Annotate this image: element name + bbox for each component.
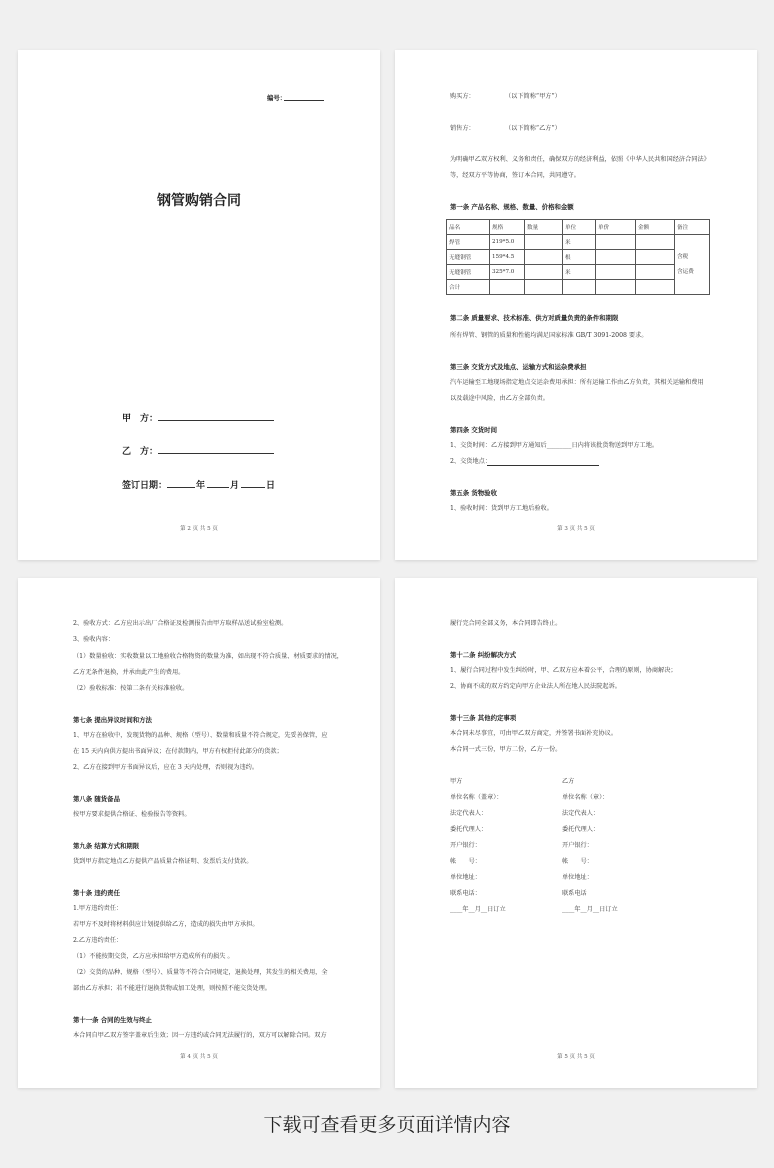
table-cell	[525, 235, 563, 250]
text-line: 在 15 天内向供方提出书面异议；在付款期内，甲方有权拒付此部分的货款；	[73, 748, 283, 755]
table-cell	[636, 265, 675, 280]
buyer-label: 购买方：	[450, 93, 475, 100]
table-cell: 159*4.5	[490, 250, 525, 265]
table-header-cell: 单位	[563, 220, 596, 235]
year-line	[167, 487, 195, 488]
article-8-heading: 第八条 随货备品	[73, 795, 120, 803]
page-number: 第 4 页 共 5 页	[180, 1054, 218, 1060]
party-a-signature-item: 甲方	[450, 778, 463, 785]
article-13-heading: 第十三条 其他约定事项	[450, 714, 517, 722]
article-3-text-2: 以及载途中风险，由乙方全部负责。	[450, 395, 549, 402]
party-a-signature-item: 帐 号：	[450, 858, 481, 865]
table-cell	[636, 280, 675, 295]
party-a-line	[158, 420, 274, 421]
article-7-heading: 第七条 提出异议时间和方法	[73, 716, 152, 724]
text-line: 本合同一式三份，甲方二份，乙方一份。	[450, 746, 562, 753]
article-5-text-1: 1、验收时间：货到甲方工地后验收。	[450, 505, 553, 512]
buyer-note: （以下简称“甲方”）	[505, 93, 561, 100]
article-2-heading: 第二条 质量要求、技术标准、供方对质量负责的条件和期限	[450, 314, 619, 322]
article-3-text-1: 汽车运输至工地现场指定地点交运杂费用承担：所有运输工作由乙方负责，其相关运输和费用	[450, 379, 704, 386]
table-cell	[490, 280, 525, 295]
text-line: 本合同自甲乙双方签字盖章后生效；因一方违约或合同无法履行的，双方可以解除合同。双方	[73, 1032, 327, 1039]
delivery-place-line	[487, 465, 599, 466]
party-a-label: 甲 方：	[122, 414, 159, 424]
party-b-signature-item: 法定代表人：	[562, 810, 600, 817]
table-cell	[636, 250, 675, 265]
article-10-heading: 第十条 违约责任	[73, 889, 120, 897]
seller-note: （以下简称“乙方”）	[505, 125, 561, 132]
party-a-signature-item: 开户银行：	[450, 842, 481, 849]
day-line	[241, 487, 265, 488]
contract-number-line	[284, 100, 324, 101]
table-header-cell: 备注	[675, 220, 710, 235]
table-header-row	[447, 220, 710, 235]
table-cell	[596, 235, 636, 250]
table-cell	[563, 280, 596, 295]
table-row	[447, 250, 710, 265]
text-line: 1.甲方违约责任：	[73, 905, 123, 912]
text-line: 若甲方不及时将材料供应计划提供给乙方，造成的损失由甲方承担。	[73, 921, 259, 928]
text-line: 1、履行合同过程中发生纠纷时，甲、乙双方应本着公平，合理的原则，协商解决；	[450, 667, 677, 674]
table-cell: 焊管	[447, 235, 490, 250]
party-b-signature-item: 开户银行：	[562, 842, 593, 849]
remark-freight: 含运费	[677, 268, 694, 275]
party-b-signature-item: 单位名称（章）：	[562, 794, 609, 801]
page-cover	[18, 50, 380, 560]
page-5	[395, 578, 757, 1088]
party-b-signature-item: 联系电话	[562, 890, 587, 897]
table-cell: 米	[563, 235, 596, 250]
text-line: 履行完合同全部义务，本合同即告终止。	[450, 620, 562, 627]
table-row	[447, 235, 710, 250]
page-title: 钢管购销合同	[157, 193, 241, 209]
table-cell	[636, 235, 675, 250]
page-number: 第 3 页 共 5 页	[557, 526, 595, 532]
page-3	[395, 50, 757, 560]
party-b-signature-item: 乙方	[562, 778, 575, 785]
party-a-signature-item: 单位地址：	[450, 874, 481, 881]
text-line: 2、乙方在接到甲方书面异议后，应在 3 天内处理，否则视为违约。	[73, 764, 259, 771]
table-cell	[596, 265, 636, 280]
party-b-line	[158, 453, 274, 454]
table-header-cell: 单价	[596, 220, 636, 235]
remark-tax: 含税	[677, 253, 689, 260]
table-cell: 米	[563, 265, 596, 280]
month-line	[207, 487, 229, 488]
text-line: 货到甲方指定地点乙方提供产品质量合格证明、发票后支付货款。	[73, 858, 253, 865]
party-a-signature-item: 联系电话：	[450, 890, 481, 897]
year-label: 年	[196, 481, 206, 491]
party-b-label: 乙 方：	[122, 447, 159, 457]
table-cell	[525, 265, 563, 280]
table-header-cell: 规格	[490, 220, 525, 235]
text-line: 本合同未尽事宜，可由甲乙双方商定，并签署书面补充协议。	[450, 730, 618, 737]
table-cell: 325*7.0	[490, 265, 525, 280]
article-12-heading: 第十二条 纠纷解决方式	[450, 651, 517, 659]
table-header-cell: 金额	[636, 220, 675, 235]
article-4-text-2: 2、交货地点：	[450, 458, 492, 465]
product-table	[446, 219, 710, 295]
text-line: （1）数量验收：实收数量以工地验收合格物资的数量为准，如出现不符合质量、材质要求的情况，	[73, 653, 343, 660]
text-line: 乙方无条件退换，并承由此产生的费用。	[73, 669, 185, 676]
party-b-signature-item: 帐 号：	[562, 858, 593, 865]
article-9-heading: 第九条 结算方式和期限	[73, 842, 140, 850]
text-line: 1、甲方在验收中，发现货物的品种、规格（型号）、数量和质量不符合规定，先妥善保管，应	[73, 732, 328, 739]
page-number: 第 5 页 共 5 页	[557, 1054, 595, 1060]
table-cell: 219*5.0	[490, 235, 525, 250]
contract-number-label: 编号：	[267, 94, 287, 102]
table-cell: 合计	[447, 280, 490, 295]
page-number: 第 2 页 共 5 页	[180, 526, 218, 532]
party-a-signature-item: 委托代理人：	[450, 826, 488, 833]
table-remark-cell	[675, 235, 710, 295]
intro-line-1: 为明确甲乙双方权利、义务和责任，确保双方的经济利益，依照《中华人民共和国经济合同法》	[450, 156, 710, 163]
article-11-heading: 第十一条 合同的生效与终止	[73, 1016, 152, 1024]
article-4-text-1: 1、交货时间：乙方接到甲方通知后________日内将该批货物送到甲方工地。	[450, 442, 659, 449]
month-label: 月	[230, 481, 240, 491]
party-b-signature-item: 委托代理人：	[562, 826, 600, 833]
party-b-date: ____年__月__日订立	[562, 906, 618, 913]
table-header-cell: 品名	[447, 220, 490, 235]
text-line: （2）验收标准：按第二条有关标准验收。	[73, 685, 189, 692]
party-a-signature-item: 单位名称（盖章）：	[450, 794, 503, 801]
table-row	[447, 265, 710, 280]
article-5-heading: 第五条 货物验收	[450, 489, 497, 497]
party-a-signature-item: 法定代表人：	[450, 810, 488, 817]
text-line: 部由乙方承担；若不能进行退换货物或加工处理，则按照不能交货处理。	[73, 985, 271, 992]
day-label: 日	[266, 481, 276, 491]
text-line: 2.乙方违约责任：	[73, 937, 123, 944]
intro-line-2: 等，经双方平等协商，签订本合同，共同遵守。	[450, 172, 580, 179]
table-row	[447, 280, 710, 295]
party-a-date: ____年__月__日订立	[450, 906, 506, 913]
table-cell: 无缝钢管	[447, 250, 490, 265]
article-1-heading: 第一条 产品名称、规格、数量、价格和金额	[450, 203, 574, 211]
text-line: 2、协商不成的双方约定向甲方企业法人所在地人民法院起诉。	[450, 683, 621, 690]
table-header-cell: 数量	[525, 220, 563, 235]
table-cell: 无缝钢管	[447, 265, 490, 280]
page-4	[18, 578, 380, 1088]
sign-date-label: 签订日期：	[122, 481, 168, 491]
download-caption: 下载可查看更多页面详情内容	[263, 1114, 511, 1136]
party-b-signature-item: 单位地址：	[562, 874, 593, 881]
table-cell	[525, 280, 563, 295]
table-cell	[525, 250, 563, 265]
text-line: 按甲方要求提供合格证、检验报告等资料。	[73, 811, 191, 818]
text-line: （1）不能按期交货，乙方应承担给甲方造成所有的损失 。	[73, 953, 234, 960]
article-2-text: 所有焊管、钢管的质量和性能均满足国家标准 GB/T 3091-2008 要求。	[450, 332, 648, 339]
article-4-heading: 第四条 交货时间	[450, 426, 497, 434]
article-3-heading: 第三条 交货方式及地点、运输方式和运杂费承担	[450, 363, 587, 371]
text-line: 2、验收方式：乙方应出示出厂合格证及检测报告由甲方取样品送试验室检测。	[73, 620, 288, 627]
text-line: 3、验收内容：	[73, 636, 115, 643]
table-cell: 根	[563, 250, 596, 265]
text-line: （2）交货的品种、规格（型号）、质量等不符合合同规定，退换处理，其发生的相关费用，全	[73, 969, 328, 976]
seller-label: 销售方：	[450, 125, 475, 132]
table-cell	[596, 280, 636, 295]
table-cell	[596, 250, 636, 265]
